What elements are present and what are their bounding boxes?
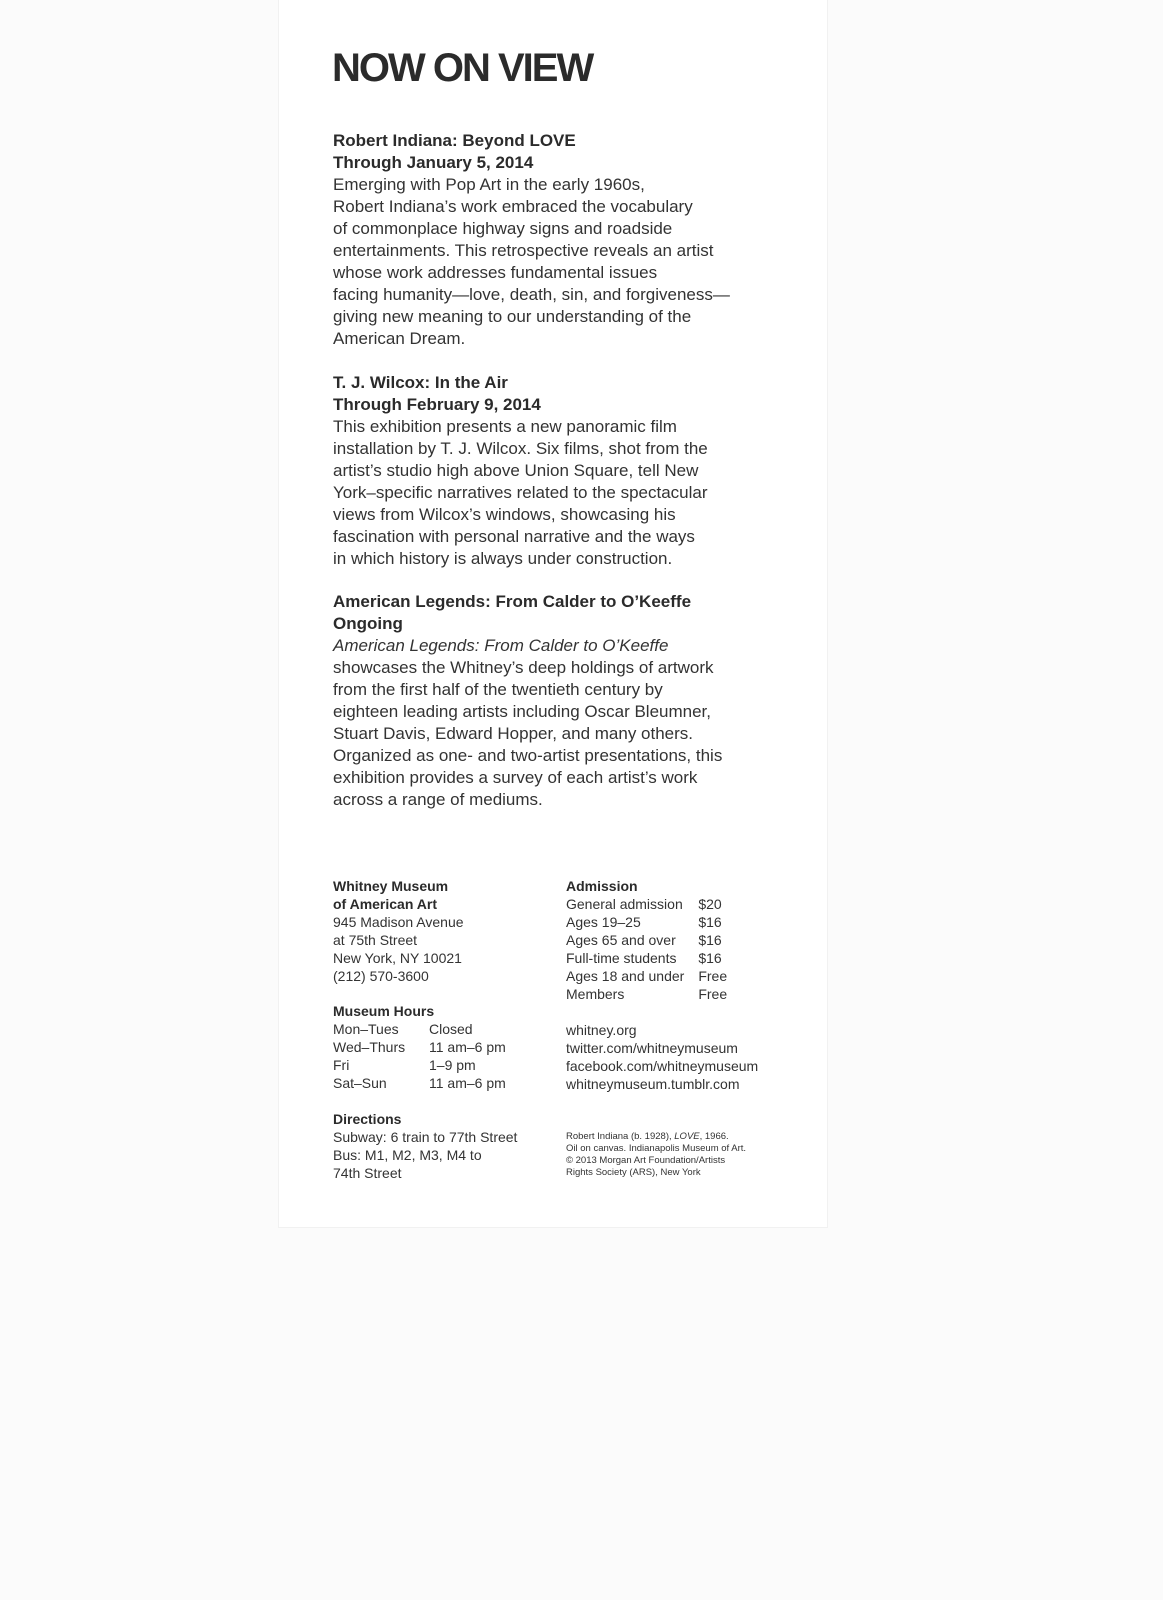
description-line: in which history is always under construction. xyxy=(333,549,673,568)
exhibition-description xyxy=(333,174,773,350)
hours-time: Closed xyxy=(429,1021,473,1037)
exhibition-dates: Through January 5, 2014 xyxy=(333,153,534,172)
description-line: Emerging with Pop Art in the early 1960s, xyxy=(333,175,645,194)
description-line: of commonplace highway signs and roadside xyxy=(333,219,673,238)
description-line: across a range of mediums. xyxy=(333,790,543,809)
exhibition-description xyxy=(333,416,773,570)
admission-type: Full-time students xyxy=(566,950,677,966)
directions-line: Subway: 6 train to 77th Street xyxy=(333,1129,518,1145)
hours-row xyxy=(333,1056,506,1074)
admission-table xyxy=(566,895,727,1003)
credit-artwork-title: LOVE xyxy=(674,1131,700,1142)
museum-name: Whitney Museum xyxy=(333,878,449,894)
description-line: giving new meaning to our understanding of the xyxy=(333,307,692,326)
admission-row xyxy=(566,967,727,985)
admission-row xyxy=(566,985,727,1003)
admission-row xyxy=(566,895,727,913)
address-line: New York, NY 10021 xyxy=(333,950,462,966)
credit-line: Rights Society (ARS), New York xyxy=(566,1167,701,1178)
description-line: entertainments. This retrospective reveals an artist xyxy=(333,241,714,260)
hours-days: Mon–Tues xyxy=(333,1021,399,1037)
credit-text: Robert Indiana (b. 1928), xyxy=(566,1131,675,1142)
directions-line: Bus: M1, M2, M3, M4 to xyxy=(333,1147,482,1163)
admission-price: Free xyxy=(698,968,728,984)
description-line: views from Wilcox’s windows, showcasing his xyxy=(333,505,676,524)
admission-price: $16 xyxy=(698,914,722,930)
description-line: American Legends: From Calder to O’Keeffe xyxy=(333,636,669,655)
hours-row xyxy=(333,1038,506,1056)
hours-row xyxy=(333,1074,506,1092)
admission-row xyxy=(566,949,727,967)
hours-time: 11 am–6 pm xyxy=(429,1039,506,1055)
hours-table xyxy=(333,1020,506,1092)
description-line: exhibition provides a survey of each artist’s work xyxy=(333,768,698,787)
web-links xyxy=(566,1021,758,1093)
description-line: installation by T. J. Wilcox. Six films, shot from the xyxy=(333,439,708,458)
admission-price: $16 xyxy=(698,950,722,966)
directions xyxy=(333,1110,517,1182)
hours-time: 11 am–6 pm xyxy=(429,1075,506,1091)
credit-line: © 2013 Morgan Art Foundation/Artists xyxy=(566,1155,726,1166)
admission-type: General admission xyxy=(566,896,683,912)
admission-row xyxy=(566,931,727,949)
admission-row xyxy=(566,913,727,931)
exhibition-dates: Through February 9, 2014 xyxy=(333,395,541,414)
hours-time: 1–9 pm xyxy=(429,1057,476,1073)
credit-text: , 1966. xyxy=(699,1131,729,1142)
directions-label: Directions xyxy=(333,1111,402,1127)
exhibition-american-legends xyxy=(333,591,773,811)
museum-address xyxy=(333,877,464,985)
address-line: at 75th Street xyxy=(333,932,418,948)
description-line: Robert Indiana’s work embraced the vocabulary xyxy=(333,197,693,216)
exhibition-title: Robert Indiana: Beyond LOVE xyxy=(333,131,576,150)
description-line: York–specific narratives related to the spectacular xyxy=(333,483,708,502)
credit-line: Oil on canvas. Indianapolis Museum of Art. xyxy=(566,1143,747,1154)
website-link: whitney.org xyxy=(566,1022,637,1038)
description-line: This exhibition presents a new panoramic film xyxy=(333,417,677,436)
description-line: artist’s studio high above Union Square, tell New xyxy=(333,461,699,480)
description-line: American Dream. xyxy=(333,329,466,348)
image-credit xyxy=(566,1131,746,1179)
admission-type: Ages 65 and over xyxy=(566,932,676,948)
credit-line xyxy=(566,1131,746,1143)
hours-label: Museum Hours xyxy=(333,1003,435,1019)
museum-hours xyxy=(333,1002,506,1092)
exhibition-description xyxy=(333,635,773,811)
page-title: NOW ON VIEW xyxy=(332,46,593,90)
exhibition-title: T. J. Wilcox: In the Air xyxy=(333,373,508,392)
admission-price: $16 xyxy=(698,932,722,948)
admission-type: Ages 19–25 xyxy=(566,914,641,930)
exhibition-robert-indiana xyxy=(333,130,773,350)
exhibition-dates: Ongoing xyxy=(333,614,403,633)
address-line: 945 Madison Avenue xyxy=(333,914,464,930)
admission-price: $20 xyxy=(698,896,722,912)
exhibition-title: American Legends: From Calder to O’Keeffe xyxy=(333,592,692,611)
admission xyxy=(566,877,727,1003)
description-line: facing humanity—love, death, sin, and forgiveness— xyxy=(333,285,730,304)
description-line: fascination with personal narrative and the ways xyxy=(333,527,695,546)
description-line: Stuart Davis, Edward Hopper, and many others. xyxy=(333,724,694,743)
description-line: eighteen leading artists including Oscar Bleumner, xyxy=(333,702,711,721)
admission-label: Admission xyxy=(566,878,638,894)
description-line: from the first half of the twentieth century by xyxy=(333,680,663,699)
admission-type: Members xyxy=(566,986,625,1002)
exhibition-tj-wilcox xyxy=(333,372,773,570)
tumblr-link: whitneymuseum.tumblr.com xyxy=(566,1076,740,1092)
hours-days: Fri xyxy=(333,1057,350,1073)
description-line: showcases the Whitney’s deep holdings of artwork xyxy=(333,658,714,677)
hours-days: Sat–Sun xyxy=(333,1075,387,1091)
description-line: Organized as one- and two-artist presentations, this xyxy=(333,746,723,765)
hours-row xyxy=(333,1020,506,1038)
hours-days: Wed–Thurs xyxy=(333,1039,406,1055)
twitter-link: twitter.com/whitneymuseum xyxy=(566,1040,738,1056)
museum-name: of American Art xyxy=(333,896,437,912)
phone-number: (212) 570-3600 xyxy=(333,968,429,984)
admission-price: Free xyxy=(698,986,728,1002)
description-line: whose work addresses fundamental issues xyxy=(333,263,658,282)
admission-type: Ages 18 and under xyxy=(566,968,685,984)
facebook-link: facebook.com/whitneymuseum xyxy=(566,1058,759,1074)
directions-line: 74th Street xyxy=(333,1165,402,1181)
